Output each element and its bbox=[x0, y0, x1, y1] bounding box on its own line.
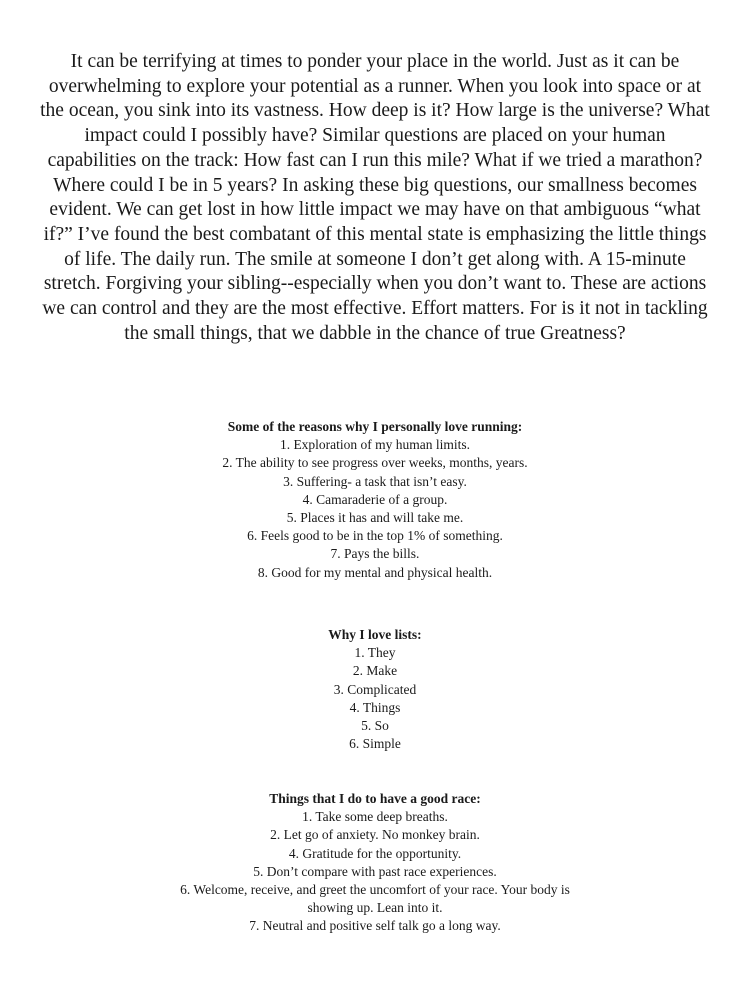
list-item: 4. Camaraderie of a group. bbox=[302, 491, 448, 507]
list-item: 1. Take some deep breaths. bbox=[302, 809, 448, 825]
reasons-section bbox=[95, 418, 655, 582]
list-item: 7. Neutral and positive self talk go a long way. bbox=[249, 918, 501, 934]
list-item: 2. The ability to see progress over weeks, months, years. bbox=[222, 455, 528, 471]
list-item: 2. Let go of anxiety. No monkey brain. bbox=[270, 827, 480, 843]
list-item: 6. Welcome, receive, and greet the uncomfort of your race. Your body is showing up. Lean into it. bbox=[180, 882, 570, 916]
list-item: 4. Things bbox=[349, 699, 401, 715]
list-item: 1. Exploration of my human limits. bbox=[279, 437, 471, 453]
list-item: 3. Complicated bbox=[333, 681, 417, 697]
list-item: 4. Gratitude for the opportunity. bbox=[288, 845, 462, 861]
lists-heading: Why I love lists: bbox=[328, 627, 422, 642]
list-item: 2. Make bbox=[352, 663, 398, 679]
list-item: 1. They bbox=[354, 645, 396, 661]
list-item: 5. So bbox=[361, 718, 389, 734]
list-item: 5. Don’t compare with past race experiences. bbox=[253, 863, 497, 879]
list-item: 6. Feels good to be in the top 1% of something. bbox=[247, 528, 503, 544]
list-item: 5. Places it has and will take me. bbox=[286, 510, 464, 526]
list-item: 3. Suffering- a task that isn’t easy. bbox=[283, 473, 467, 489]
race-section bbox=[95, 790, 655, 936]
lists-list bbox=[95, 644, 655, 753]
list-item: 8. Good for my mental and physical health. bbox=[257, 564, 493, 580]
list-item: 6. Simple bbox=[349, 736, 401, 752]
intro-paragraph: It can be terrifying at times to ponder your place in the world. Just as it can be overwhelming to explore your potential as a runner. When you look into space or at the ocean, you sink into its vastness. How deep is it? How large is the universe? What impact could I possibly have? Similar questions are placed on your human capabilities on the track: How fast can I run this mile? What if we tried a marathon? Where could I be in 5 years? In asking these big questions, our smallness becomes evident. We can get lost in how little impact we may have on that ambiguous “what if?” I’ve found the best combatant of this mental state is emphasizing the little things of life. The daily run. The smile at someone I don’t get along with. A 15-minute stretch. Forgiving your sibling--especially when you don’t want to. These are actions we can control and they are the most effective. Effort matters. For is it not in tackling the small things, that we dabble in the chance of true Greatness? bbox=[40, 51, 710, 344]
race-heading: Things that I do to have a good race: bbox=[269, 791, 481, 806]
lists-section bbox=[95, 626, 655, 753]
reasons-heading: Some of the reasons why I personally love running: bbox=[227, 419, 523, 434]
race-list bbox=[95, 808, 655, 935]
list-item: 7. Pays the bills. bbox=[330, 546, 420, 562]
reasons-list bbox=[95, 436, 655, 582]
